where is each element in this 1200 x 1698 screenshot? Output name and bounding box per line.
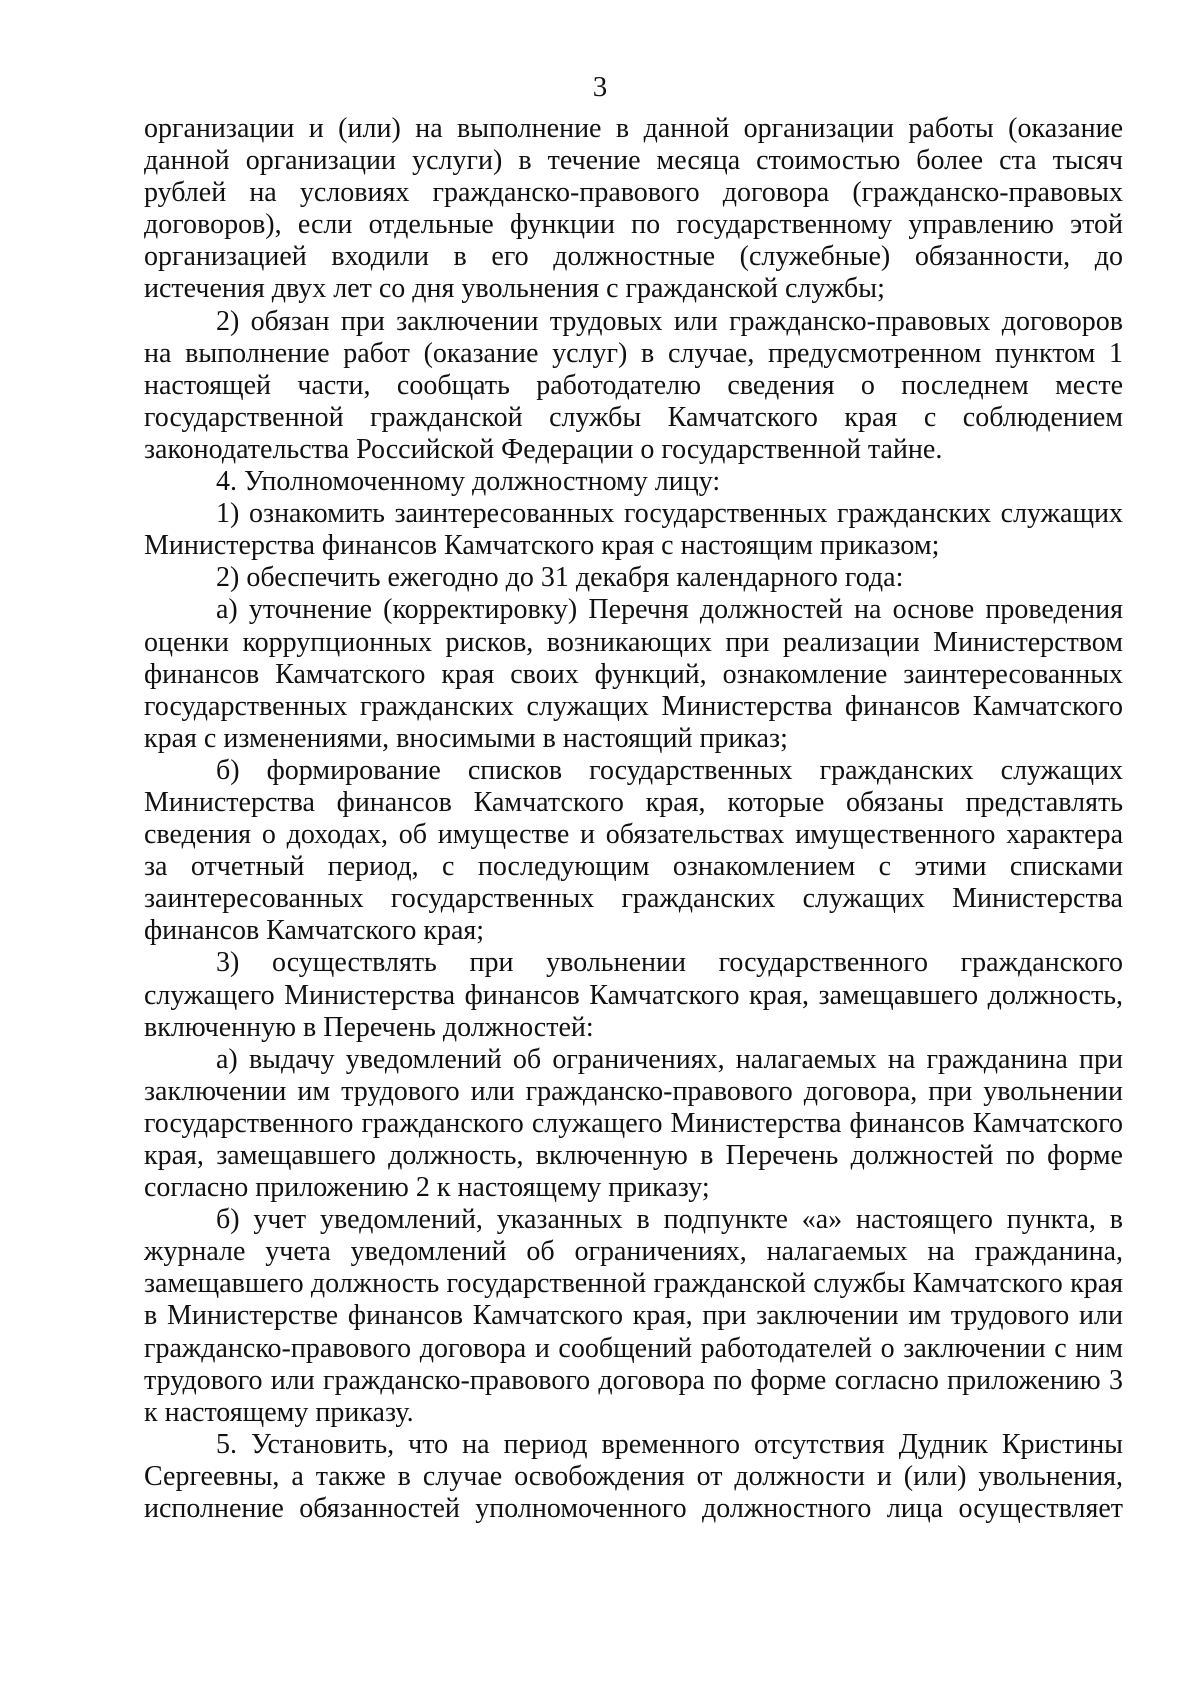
paragraph-4-item-1: 1) ознакомить заинтересованных государственных гражданских служащих Министерства финансов Камчатского края с настоящим приказом; xyxy=(144,498,1123,562)
paragraph-4-item-3: 3) осуществлять при увольнении государственного гражданского служащего Министерства финансов Камчатского края, замещавшего должность, включенную в Перечень должностей: xyxy=(144,947,1123,1043)
paragraph-4-item-2-a: а) уточнение (корректировку) Перечня должностей на основе проведения оценки коррупционных рисков, возникающих при реализации Министерством финансов Камчатского края своих функций, ознакомление заинтересованных государственных гражданских служащих Министерства финансов Камчатского края с изменениями, вносимыми в настоящий приказ; xyxy=(144,594,1123,754)
paragraph-section-5: 5. Установить, что на период временного отсутствия Дудник Кристины Сергеевны, а также в случае освобождения от должности и (или) увольнения, исполнение обязанностей уполномоченного должностного лица осуществляет xyxy=(144,1428,1123,1525)
page-number: 3 xyxy=(592,71,608,103)
paragraph-4-item-2-b: б) формирование списков государственных гражданских служащих Министерства финансов Камчатского края, которые обязаны представлять сведения о доходах, об имуществе и обязательствах имущественного характера за отчетный период, с последующим ознакомлением с этими списками заинтересованных государственных гражданских служащих Министерства финансов Камчатского края; xyxy=(144,754,1123,947)
paragraph-continuation: организации и (или) на выполнение в данной организации работы (оказание данной организации услуги) в течение месяца стоимостью более ста тысяч рублей на условиях гражданско-правового договора (гражданско-правовых договоров), если отдельные функции по государственному управлению этой организацией входили в его должностные (служебные) обязанности, до истечения двух лет со дня увольнения с гражданской службы; xyxy=(144,113,1123,305)
paragraph-item-2-obligation: 2) обязан при заключении трудовых или гражданско-правовых договоров на выполнение работ (оказание услуг) в случае, предусмотренном пунктом 1 настоящей части, сообщать работодателю сведения о последнем месте государственной гражданской службы Камчатского края с соблюдением законодательства Российской Федерации о государственной тайне. xyxy=(144,305,1123,465)
paragraph-section-4: 4. Уполномоченному должностному лицу: xyxy=(216,466,721,498)
paragraph-4-item-3-b: б) учет уведомлений, указанных в подпункте «а» настоящего пункта, в журнале учета уведомлений об ограничениях, налагаемых на гражданина, замещавшего должность государственной гражданской службы Камчатского края в Министерстве финансов Камчатского края, при заключении им трудового или гражданско-правового договора и сообщений работодателей о заключении с ним трудового или гражданско-правового договора по форме согласно приложению 3 к настоящему приказу. xyxy=(144,1204,1123,1428)
paragraph-4-item-2: 2) обеспечить ежегодно до 31 декабря календарного года: xyxy=(216,562,904,594)
paragraph-4-item-3-a: а) выдачу уведомлений об ограничениях, налагаемых на гражданина при заключении им трудового или гражданско-правового договора, при увольнении государственного гражданского служащего Министерства финансов Камчатского края, замещавшего должность, включенную в Перечень должностей по форме согласно приложению 2 к настоящему приказу; xyxy=(144,1043,1123,1204)
document-body xyxy=(144,113,1123,1525)
